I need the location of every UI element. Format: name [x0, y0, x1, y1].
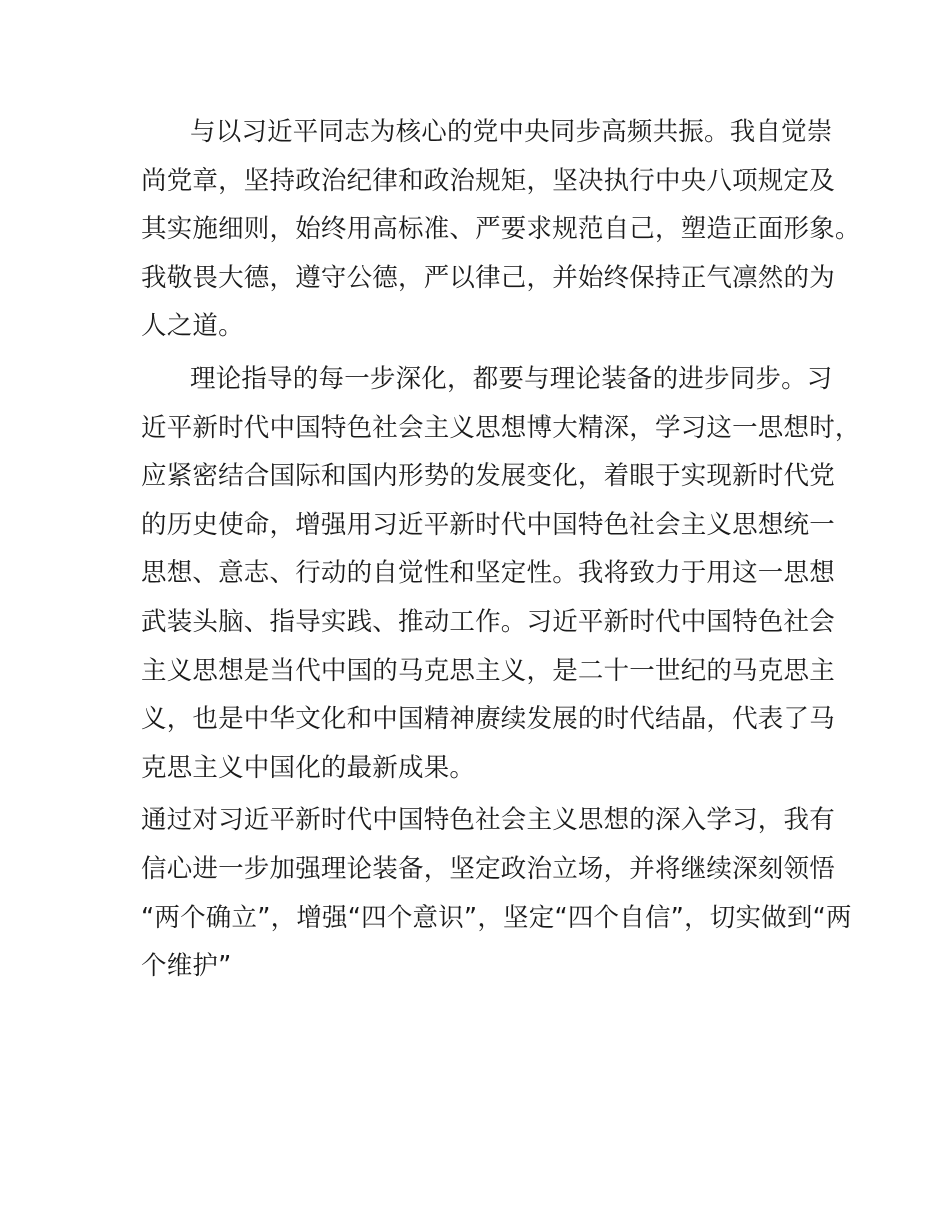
document-body [141, 108, 861, 995]
paragraph-line: 我敬畏大德，遵守公德，严以律己，并始终保持正气凛然的为 [141, 262, 835, 293]
paragraph-line: 与以习近平同志为核心的党中央同步高频共振。我自觉崇 [190, 117, 833, 147]
paragraph-line: 尚党章，坚持政治纪律和政治规矩，坚决执行中央八项规定及 [141, 165, 835, 196]
paragraph-line: 克思主义中国化的最新成果。 [141, 752, 476, 783]
paragraph-line: 理论指导的每一步深化，都要与理论装备的进步同步。习 [190, 363, 833, 394]
paragraph-line: 信心进一步加强理论装备，坚定政治立场，并将继续深刻领悟 [141, 853, 835, 884]
paragraph-line: 近平新时代中国特色社会主义思想博大精深，学习这一思想时， [141, 412, 861, 443]
paragraph-line: 应紧密结合国际和国内形势的发展变化，着眼于实现新时代党 [141, 461, 835, 492]
paragraph-line: “两个确立”，增强“四个意识”，坚定“四个自信”，切实做到“两 [141, 902, 852, 933]
paragraph-2 [141, 355, 861, 792]
paragraph-line: 通过对习近平新时代中国特色社会主义思想的深入学习，我有 [141, 805, 835, 836]
paragraph-line: 的历史使命，增强用习近平新时代中国特色社会主义思想统一 [141, 509, 835, 540]
paragraph-line: 个维护” [141, 951, 232, 982]
paragraph-1 [141, 108, 861, 351]
paragraph-line: 其实施细则，始终用高标准、严要求规范自己，塑造正面形象。 [141, 214, 861, 245]
paragraph-line: 人之道。 [141, 311, 244, 342]
paragraph-3 [141, 796, 852, 990]
paragraph-line: 武装头脑、指导实践、推动工作。习近平新时代中国特色社会 [141, 606, 835, 637]
paragraph-line: 主义思想是当代中国的马克思主义，是二十一世纪的马克思主 [141, 655, 835, 686]
paragraph-line: 思想、意志、行动的自觉性和坚定性。我将致力于用这一思想 [141, 558, 835, 589]
paragraph-line: 义，也是中华文化和中国精神赓续发展的时代结晶，代表了马 [141, 704, 835, 735]
